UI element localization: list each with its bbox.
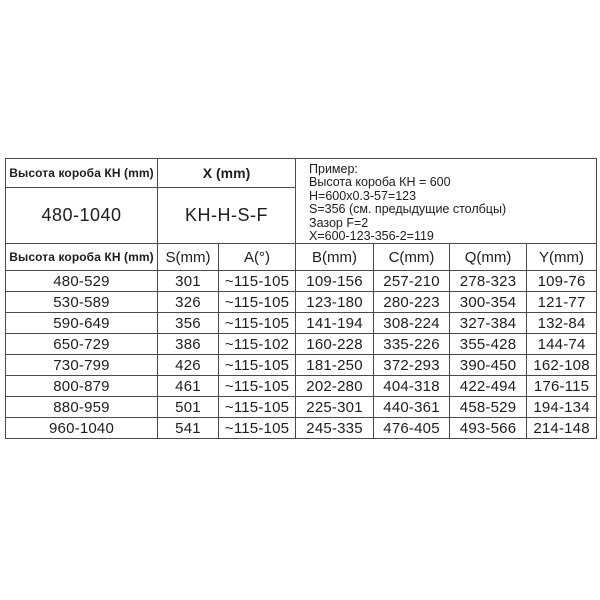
- example-line-s-value: S=356 (см. предыдущие столбцы): [309, 202, 507, 217]
- cell-b: 225-301: [296, 397, 374, 418]
- table-row: [6, 355, 597, 376]
- cell-y: 214-148: [527, 418, 597, 439]
- cell-s: 426: [158, 355, 219, 376]
- cell-b: 109-156: [296, 271, 374, 292]
- cell-y: 176-115: [527, 376, 597, 397]
- cell-kh: 730-799: [6, 355, 158, 376]
- cell-kh: 960-1040: [6, 418, 158, 439]
- cell-s: 541: [158, 418, 219, 439]
- box-height-range-cell: 480-1040: [6, 187, 158, 244]
- table-row: [6, 397, 597, 418]
- cell-q: 355-428: [450, 334, 527, 355]
- cell-b: 141-194: [296, 313, 374, 334]
- cell-q: 458-529: [450, 397, 527, 418]
- col-header-q: Q(mm): [450, 244, 527, 271]
- cell-b: 160-228: [296, 334, 374, 355]
- example-line-title: Пример:: [309, 162, 358, 176]
- cell-a: ~115-105: [219, 376, 296, 397]
- cell-b: 123-180: [296, 292, 374, 313]
- cell-q: 493-566: [450, 418, 527, 439]
- cell-y: 194-134: [527, 397, 597, 418]
- cell-a: ~115-102: [219, 334, 296, 355]
- cell-s: 356: [158, 313, 219, 334]
- cell-q: 422-494: [450, 376, 527, 397]
- cell-c: 257-210: [374, 271, 450, 292]
- main-header-row: [6, 244, 597, 271]
- cell-a: ~115-105: [219, 292, 296, 313]
- x-header-cell: X (mm): [158, 159, 296, 188]
- example-note-cell: [296, 159, 597, 244]
- cell-s: 461: [158, 376, 219, 397]
- col-header-c: C(mm): [374, 244, 450, 271]
- cell-b: 245-335: [296, 418, 374, 439]
- cell-a: ~115-105: [219, 418, 296, 439]
- table-row: [6, 418, 597, 439]
- cell-b: 202-280: [296, 376, 374, 397]
- cell-a: ~115-105: [219, 313, 296, 334]
- table-row: [6, 376, 597, 397]
- cell-y: 121-77: [527, 292, 597, 313]
- col-header-b: B(mm): [296, 244, 374, 271]
- cell-y: 144-74: [527, 334, 597, 355]
- top-header-row: [6, 159, 597, 188]
- cell-q: 278-323: [450, 271, 527, 292]
- cell-kh: 880-959: [6, 397, 158, 418]
- cell-c: 280-223: [374, 292, 450, 313]
- cell-c: 476-405: [374, 418, 450, 439]
- table-row: [6, 292, 597, 313]
- table-row: [6, 334, 597, 355]
- cell-c: 308-224: [374, 313, 450, 334]
- cell-y: 162-108: [527, 355, 597, 376]
- cell-s: 386: [158, 334, 219, 355]
- example-line-h-formula: H=600x0.3-57=123: [309, 188, 417, 203]
- col-header-s: S(mm): [158, 244, 219, 271]
- col-header-kh: Высота короба КН (mm): [6, 244, 158, 271]
- table-row: [6, 271, 597, 292]
- cell-q: 300-354: [450, 292, 527, 313]
- cell-kh: 480-529: [6, 271, 158, 292]
- cell-c: 440-361: [374, 397, 450, 418]
- cell-kh: 800-879: [6, 376, 158, 397]
- example-line-gap-f: Зазор F=2: [309, 215, 369, 230]
- x-formula-cell: KH-H-S-F: [158, 187, 296, 244]
- cell-y: 132-84: [527, 313, 597, 334]
- cell-y: 109-76: [527, 271, 597, 292]
- cell-c: 335-226: [374, 334, 450, 355]
- cell-q: 327-384: [450, 313, 527, 334]
- cell-kh: 650-729: [6, 334, 158, 355]
- cell-c: 372-293: [374, 355, 450, 376]
- cell-s: 501: [158, 397, 219, 418]
- cell-a: ~115-105: [219, 271, 296, 292]
- table-row: [6, 313, 597, 334]
- example-line-x-formula: X=600-123-356-2=119: [309, 229, 434, 244]
- cell-s: 301: [158, 271, 219, 292]
- spec-table: [5, 158, 597, 439]
- cell-a: ~115-105: [219, 397, 296, 418]
- box-height-header-cell: Высота короба КН (mm): [6, 159, 158, 188]
- cell-q: 390-450: [450, 355, 527, 376]
- col-header-y: Y(mm): [527, 244, 597, 271]
- col-header-a: A(°): [219, 244, 296, 271]
- cell-a: ~115-105: [219, 355, 296, 376]
- cell-s: 326: [158, 292, 219, 313]
- cell-b: 181-250: [296, 355, 374, 376]
- cell-c: 404-318: [374, 376, 450, 397]
- cell-kh: 530-589: [6, 292, 158, 313]
- cell-kh: 590-649: [6, 313, 158, 334]
- example-line-kh: Высота короба КН = 600: [309, 175, 451, 190]
